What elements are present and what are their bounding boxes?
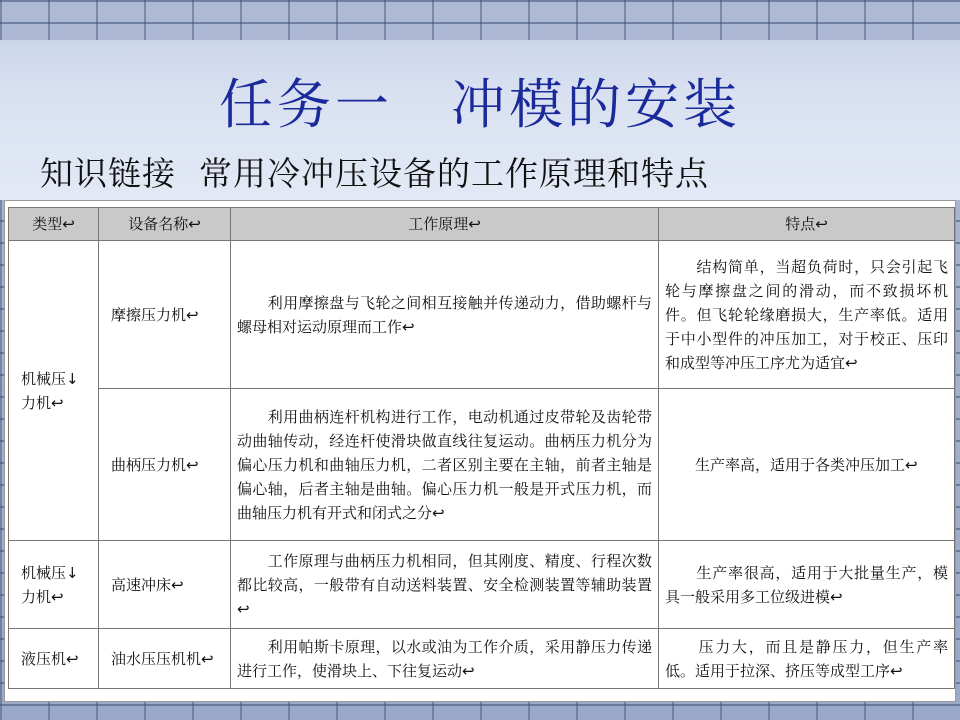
features-cell: 压力大，而且是静压力，但生产率低。适用于拉深、挤压等成型工序↩ (659, 629, 955, 689)
features-cell: 生产率高，适用于各类冲压加工↩ (659, 389, 955, 541)
type-cell: 液压机↩ (9, 629, 99, 689)
equipment-table (8, 207, 955, 689)
header-type: 类型↩ (9, 208, 99, 241)
equipment-name-cell: 摩擦压力机↩ (99, 241, 231, 389)
principle-cell: 利用帕斯卡原理，以水或油为工作介质，采用静压力传递进行工作，使滑块上、下往复运动↩ (231, 629, 659, 689)
type-cell: 机械压↓ 力机↩ (9, 541, 99, 629)
header-principle: 工作原理↩ (231, 208, 659, 241)
table-row (9, 629, 955, 689)
equipment-name-cell: 曲柄压力机↩ (99, 389, 231, 541)
slide-title: 任务一 冲模的安装 (219, 73, 741, 136)
table-row (9, 541, 955, 629)
header-features: 特点↩ (659, 208, 955, 241)
header-equipment-name: 设备名称↩ (99, 208, 231, 241)
equipment-name-cell: 高速冲床↩ (99, 541, 231, 629)
type-cell: 机械压↓ 力机↩ (9, 241, 99, 541)
principle-cell: 利用曲柄连杆机构进行工作，电动机通过皮带轮及齿轮带动曲轴传动，经连杆使滑块做直线往复运动。曲柄压力机分为偏心压力机和曲轴压力机，二者区别主要在主轴，前者主轴是偏心轴，后者主轴是曲轴。偏心压力机一般是开式压力机，而曲轴压力机有开式和闭式之分↩ (231, 389, 659, 541)
principle-cell: 工作原理与曲柄压力机相同，但其刚度、精度、行程次数都比较高，一般带有自动送料装置、安全检测装置等辅助装置↩ (231, 541, 659, 629)
table-row (9, 241, 955, 389)
table-row (9, 389, 955, 541)
table-container (4, 200, 956, 702)
features-cell: 生产率很高，适用于大批量生产，模具一般采用多工位级进模↩ (659, 541, 955, 629)
equipment-name-cell: 油水压压机机↩ (99, 629, 231, 689)
features-cell: 结构简单，当超负荷时，只会引起飞轮与摩擦盘之间的滑动，而不致损坏机件。但飞轮轮缘磨损大，生产率低。适用于中小型件的冲压加工，对于校正、压印和成型等冲压工序尤为适宜↩ (659, 241, 955, 389)
table-header-row (9, 208, 955, 241)
principle-cell: 利用摩擦盘与飞轮之间相互接触并传递动力，借助螺杆与螺母相对运动原理而工作↩ (231, 241, 659, 389)
slide-subtitle: 知识链接 常用冷冲压设备的工作原理和特点 (40, 154, 709, 193)
